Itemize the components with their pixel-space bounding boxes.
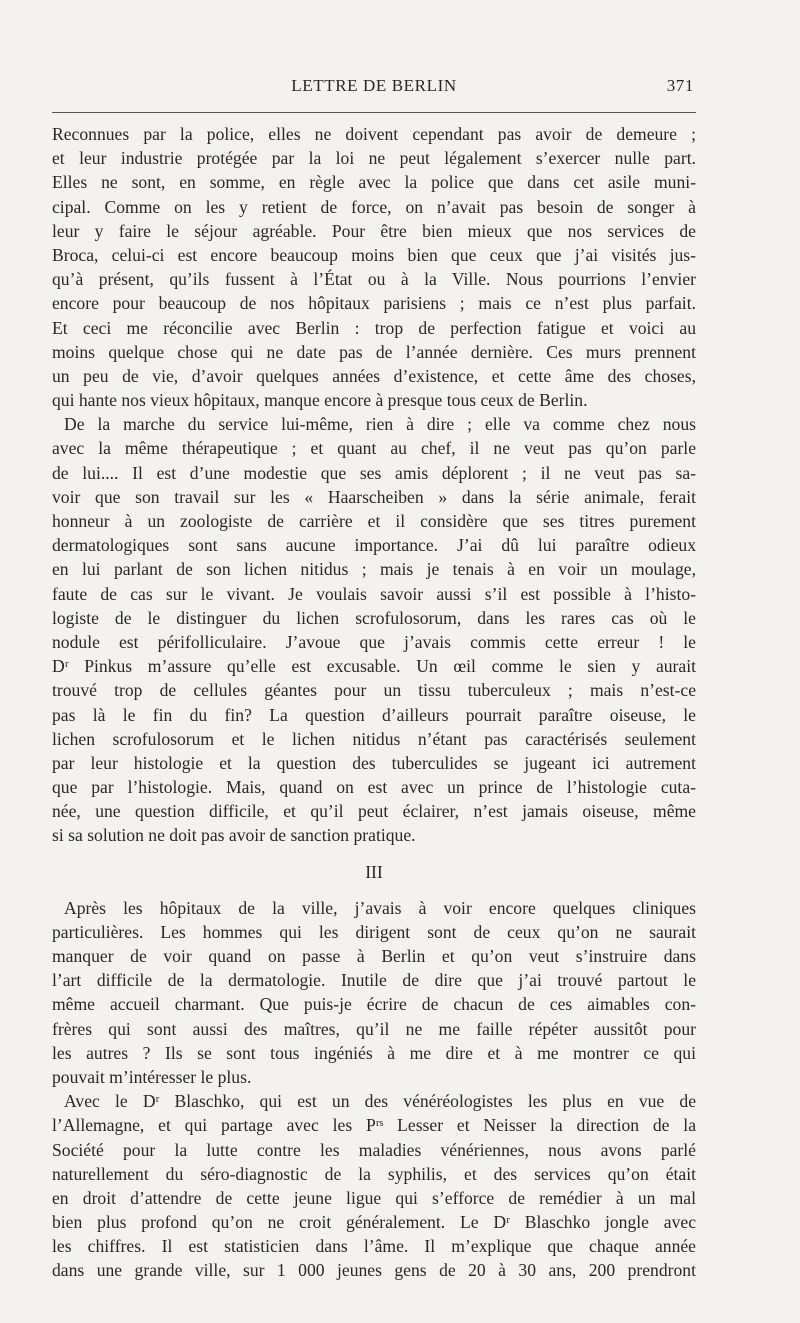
header-rule (52, 112, 696, 113)
text-line: bien plus profond qu’on ne croit généralement. Le Dʳ Blaschko jongle avec (52, 1212, 696, 1233)
text-line: les chiffres. Il est statisticien dans l’âme. Il m’explique que chaque année (52, 1236, 696, 1257)
text-line: l’art difficile de la dermatologie. Inutile de dire que j’ai trouvé partout le (52, 970, 696, 991)
text-line: Elles ne sont, en somme, en règle avec la police que dans cet asile muni- (52, 172, 696, 193)
text-line: dans une grande ville, sur 1 000 jeunes gens de 20 à 30 ans, 200 prendront (52, 1260, 696, 1281)
text-line: Société pour la lutte contre les maladies vénériennes, nous avons parlé (52, 1139, 696, 1160)
text-line: honneur à un zoologiste de carrière et il considère que ses titres purement (52, 511, 696, 531)
text-line: encore pour beaucoup de nos hôpitaux parisiens ; mais ce n’est plus parfait. (52, 293, 696, 314)
text-line: Reconnues par la police, elles ne doivent cependant pas avoir de demeure ; (52, 124, 696, 144)
text-line: particulières. Les hommes qui les dirigent sont de ceux qu’on ne saurait (52, 921, 696, 942)
text-line: manquer de voir quand on passe à Berlin et qu’on veut s’instruire dans (52, 946, 696, 966)
text-line: faute de cas sur le vivant. Je voulais savoir aussi s’il est possible à l’histo- (52, 583, 696, 604)
text-line: Avec le Dʳ Blaschko, qui est un des vénéréologistes les plus en vue de (64, 1091, 696, 1112)
text-line: qui hante nos vieux hôpitaux, manque encore à presque tous ceux de Berlin. (52, 390, 588, 411)
text-line: en lui parlant de son lichen nitidus ; mais je tenais à en voir un moulage, (52, 559, 696, 580)
text-line: même accueil charmant. Que puis-je écrire de chacun de ces aimables con- (52, 994, 696, 1015)
body-text (52, 122, 696, 1283)
text-line: l’Allemagne, et qui partage avec les Pʳˢ Lesser et Neisser la direction de la (52, 1115, 696, 1136)
text-line: nodule est périfolliculaire. J’avoue que j’avais commis cette erreur ! le (52, 631, 696, 652)
paragraph-1 (52, 122, 696, 412)
paragraph-3 (52, 896, 696, 1090)
text-line: frères qui sont aussi des maîtres, qu’il ne me faille répéter aussitôt pour (52, 1018, 696, 1039)
text-line: par leur histologie et la question des tuberculides se jugeant ici autrement (52, 752, 696, 773)
paragraph-2 (52, 412, 696, 847)
text-line: voir que son travail sur les « Haarscheiben » dans la série animale, ferait (52, 486, 696, 507)
text-line: un peu de vie, d’avoir quelques années d’existence, et cette âme des choses, (52, 365, 696, 386)
text-line: cipal. Comme on les y retient de force, on n’avait pas besoin de songer à (52, 196, 696, 217)
text-line: pouvait m’intéresser le plus. (52, 1066, 252, 1087)
text-line: Et ceci me réconcilie avec Berlin : trop de perfection fatigue et voici au (52, 317, 696, 338)
text-line: leur y faire le séjour agréable. Pour être bien mieux que nos services de (52, 220, 696, 241)
running-head (52, 76, 696, 100)
text-line: Broca, celui-ci est encore beaucoup moins bien que ceux que j’ai visités jus- (52, 244, 696, 265)
text-line: logiste de le distinguer du lichen scrofulosorum, dans les rares cas où le (52, 607, 696, 628)
section-number: III (365, 861, 383, 882)
text-line: que par l’histologie. Mais, quand on est avec un prince de l’histologie cuta- (52, 777, 696, 798)
text-line: Dʳ Pinkus m’assure qu’elle est excusable. Un œil comme le sien y aurait (52, 656, 696, 677)
text-line: trouvé trop de cellules géantes pour un tissu tuberculeux ; mais n’est-ce (52, 680, 696, 701)
paragraph-4 (52, 1089, 696, 1283)
text-line: avec la même thérapeutique ; et quant au chef, il ne veut pas qu’on parle (52, 438, 696, 459)
text-line: de lui.... Il est d’une modestie que ses amis déplorent ; il ne veut pas sa- (52, 462, 696, 483)
page-number: 371 (666, 76, 694, 95)
text-line: lichen scrofulosorum et le lichen nitidus n’étant pas caractérisés seulement (52, 728, 696, 749)
text-line: les autres ? Ils se sont tous ingéniés à me dire et à me montrer ce qui (52, 1042, 696, 1063)
text-line: née, une question difficile, et qu’il peut éclairer, n’est jamais oiseuse, même (52, 801, 696, 822)
text-line: si sa solution ne doit pas avoir de sanction pratique. (52, 825, 416, 846)
text-line: dermatologiques sont sans aucune importance. J’ai dû lui paraître odieux (52, 535, 696, 556)
text-line: en droit d’attendre de cette jeune ligue qui s’efforce de remédier à un mal (52, 1187, 696, 1208)
text-line: qu’à présent, qu’ils fussent à l’État ou à la Ville. Nous pourrions l’envier (52, 269, 696, 290)
text-line: Après les hôpitaux de la ville, j’avais à voir encore quelques cliniques (64, 897, 696, 918)
text-line: De la marche du service lui-même, rien à dire ; elle va comme chez nous (64, 414, 696, 435)
text-line: et leur industrie protégée par la loi ne peut légalement s’exercer nulle part. (52, 148, 696, 169)
text-line: naturellement du séro-diagnostic de la syphilis, et des services qu’on était (52, 1163, 696, 1184)
text-line: moins quelque chose qui ne date pas de l’année dernière. Ces murs prennent (52, 341, 696, 362)
text-line: pas là le fin du fin? La question d’ailleurs pourrait paraître oiseuse, le (52, 704, 696, 725)
running-title: LETTRE DE BERLIN (291, 76, 457, 95)
